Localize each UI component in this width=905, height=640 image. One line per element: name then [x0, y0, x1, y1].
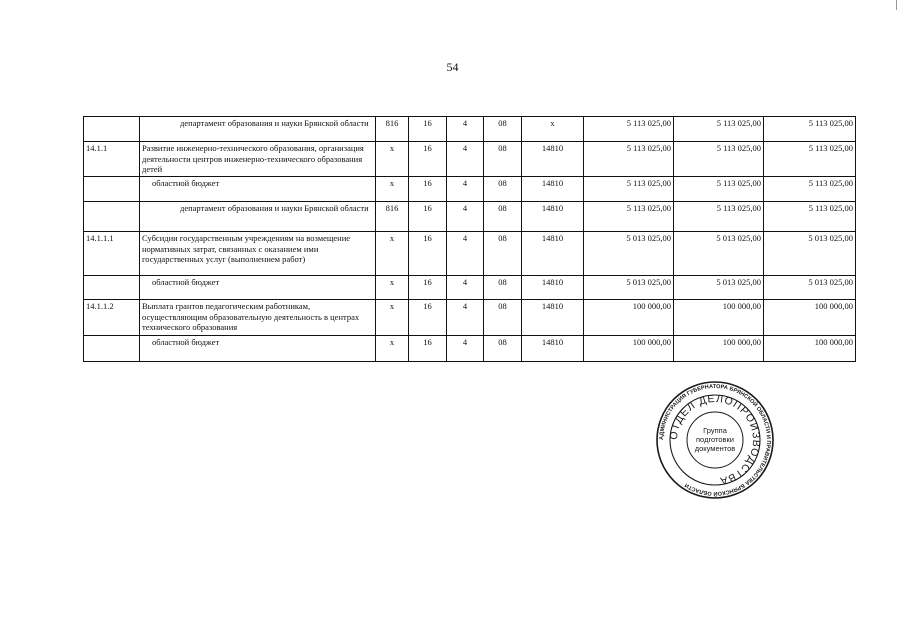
- col-grbs: х: [376, 335, 409, 361]
- col-main-activity: 08: [484, 117, 522, 142]
- table-row: [84, 117, 856, 142]
- col-amount-3: 5 113 025,00: [764, 176, 856, 201]
- col-amount-1: 5 013 025,00: [584, 275, 674, 299]
- department-seal: [655, 380, 775, 500]
- seal-center-line-2: подготовки: [696, 435, 734, 444]
- col-main-activity: 08: [484, 176, 522, 201]
- col-direction: 14810: [522, 275, 584, 299]
- col-amount-1: 5 013 025,00: [584, 231, 674, 275]
- col-amount-1: 5 113 025,00: [584, 176, 674, 201]
- col-amount-2: 5 113 025,00: [674, 201, 764, 231]
- col-amount-1: 100 000,00: [584, 299, 674, 335]
- row-code: [84, 335, 140, 361]
- row-code: [84, 117, 140, 142]
- col-program: 16: [409, 275, 447, 299]
- col-subprogram: 4: [447, 201, 484, 231]
- col-main-activity: 08: [484, 335, 522, 361]
- col-amount-2: 5 013 025,00: [674, 231, 764, 275]
- seal-center-line-3: документов: [694, 444, 736, 453]
- col-program: 16: [409, 299, 447, 335]
- row-code: [84, 275, 140, 299]
- row-name: Развитие инженерно-технического образования, организация деятельности центров инженерно-технического образования детей: [140, 142, 376, 177]
- col-amount-3: 5 113 025,00: [764, 142, 856, 177]
- table-row: [84, 231, 856, 275]
- col-direction: 14810: [522, 142, 584, 177]
- col-direction: 14810: [522, 299, 584, 335]
- col-amount-2: 100 000,00: [674, 299, 764, 335]
- col-grbs: 816: [376, 117, 409, 142]
- col-subprogram: 4: [447, 176, 484, 201]
- col-subprogram: 4: [447, 299, 484, 335]
- col-amount-1: 5 113 025,00: [584, 201, 674, 231]
- row-code: 14.1.1: [84, 142, 140, 177]
- row-name: областной бюджет: [140, 335, 376, 361]
- col-grbs: х: [376, 299, 409, 335]
- col-amount-2: 5 113 025,00: [674, 176, 764, 201]
- col-amount-2: 5 113 025,00: [674, 142, 764, 177]
- row-name: Субсидии государственным учреждениям на возмещение нормативных затрат, связанных с оказанием ими государственных услуг (выполнением работ): [140, 231, 376, 275]
- col-amount-1: 5 113 025,00: [584, 117, 674, 142]
- page-number: 54: [446, 60, 459, 74]
- row-code: 14.1.1.1: [84, 231, 140, 275]
- row-code: 14.1.1.2: [84, 299, 140, 335]
- col-program: 16: [409, 142, 447, 177]
- row-name: областной бюджет: [140, 176, 376, 201]
- col-program: 16: [409, 201, 447, 231]
- col-program: 16: [409, 176, 447, 201]
- col-program: 16: [409, 335, 447, 361]
- table-row: [84, 142, 856, 177]
- table-body: [84, 117, 856, 362]
- row-name: департамент образования и науки Брянской области: [140, 117, 376, 142]
- col-subprogram: 4: [447, 335, 484, 361]
- col-direction: х: [522, 117, 584, 142]
- scan-edge-mark: [896, 0, 897, 10]
- col-amount-3: 5 013 025,00: [764, 231, 856, 275]
- col-direction: 14810: [522, 231, 584, 275]
- table-row: [84, 335, 856, 361]
- col-amount-1: 5 113 025,00: [584, 142, 674, 177]
- col-subprogram: 4: [447, 117, 484, 142]
- col-grbs: 816: [376, 201, 409, 231]
- col-amount-3: 5 113 025,00: [764, 117, 856, 142]
- col-amount-3: 5 113 025,00: [764, 201, 856, 231]
- col-direction: 14810: [522, 176, 584, 201]
- col-amount-3: 100 000,00: [764, 299, 856, 335]
- table-row: [84, 299, 856, 335]
- table-row: [84, 201, 856, 231]
- row-name: Выплата грантов педагогическим работникам, осуществляющим образовательную деятельность в центрах технического образования: [140, 299, 376, 335]
- col-amount-2: 100 000,00: [674, 335, 764, 361]
- seal-outer-text: АДМИНИСТРАЦИЯ ГУБЕРНАТОРА БРЯНСКОЙ ОБЛАСТИ И ПРАВИТЕЛЬСТВА БРЯНСКОЙ ОБЛАСТИ: [658, 383, 772, 497]
- seal-middle-text: ОТДЕЛ ДЕЛОПРОИЗВОДСТВА: [667, 392, 763, 487]
- col-grbs: х: [376, 176, 409, 201]
- col-amount-3: 5 013 025,00: [764, 275, 856, 299]
- col-main-activity: 08: [484, 142, 522, 177]
- col-amount-1: 100 000,00: [584, 335, 674, 361]
- col-direction: 14810: [522, 335, 584, 361]
- col-subprogram: 4: [447, 275, 484, 299]
- col-amount-2: 5 013 025,00: [674, 275, 764, 299]
- col-main-activity: 08: [484, 275, 522, 299]
- row-name: областной бюджет: [140, 275, 376, 299]
- col-main-activity: 08: [484, 201, 522, 231]
- col-program: 16: [409, 231, 447, 275]
- col-main-activity: 08: [484, 299, 522, 335]
- row-name: департамент образования и науки Брянской области: [140, 201, 376, 231]
- col-subprogram: 4: [447, 231, 484, 275]
- seal-center-line-1: Группа: [703, 426, 727, 435]
- row-code: [84, 176, 140, 201]
- col-direction: 14810: [522, 201, 584, 231]
- table-row: [84, 275, 856, 299]
- col-main-activity: 08: [484, 231, 522, 275]
- col-amount-3: 100 000,00: [764, 335, 856, 361]
- col-grbs: х: [376, 231, 409, 275]
- table-row: [84, 176, 856, 201]
- col-subprogram: 4: [447, 142, 484, 177]
- col-program: 16: [409, 117, 447, 142]
- col-grbs: х: [376, 275, 409, 299]
- budget-table: [83, 116, 856, 362]
- col-grbs: х: [376, 142, 409, 177]
- col-amount-2: 5 113 025,00: [674, 117, 764, 142]
- row-code: [84, 201, 140, 231]
